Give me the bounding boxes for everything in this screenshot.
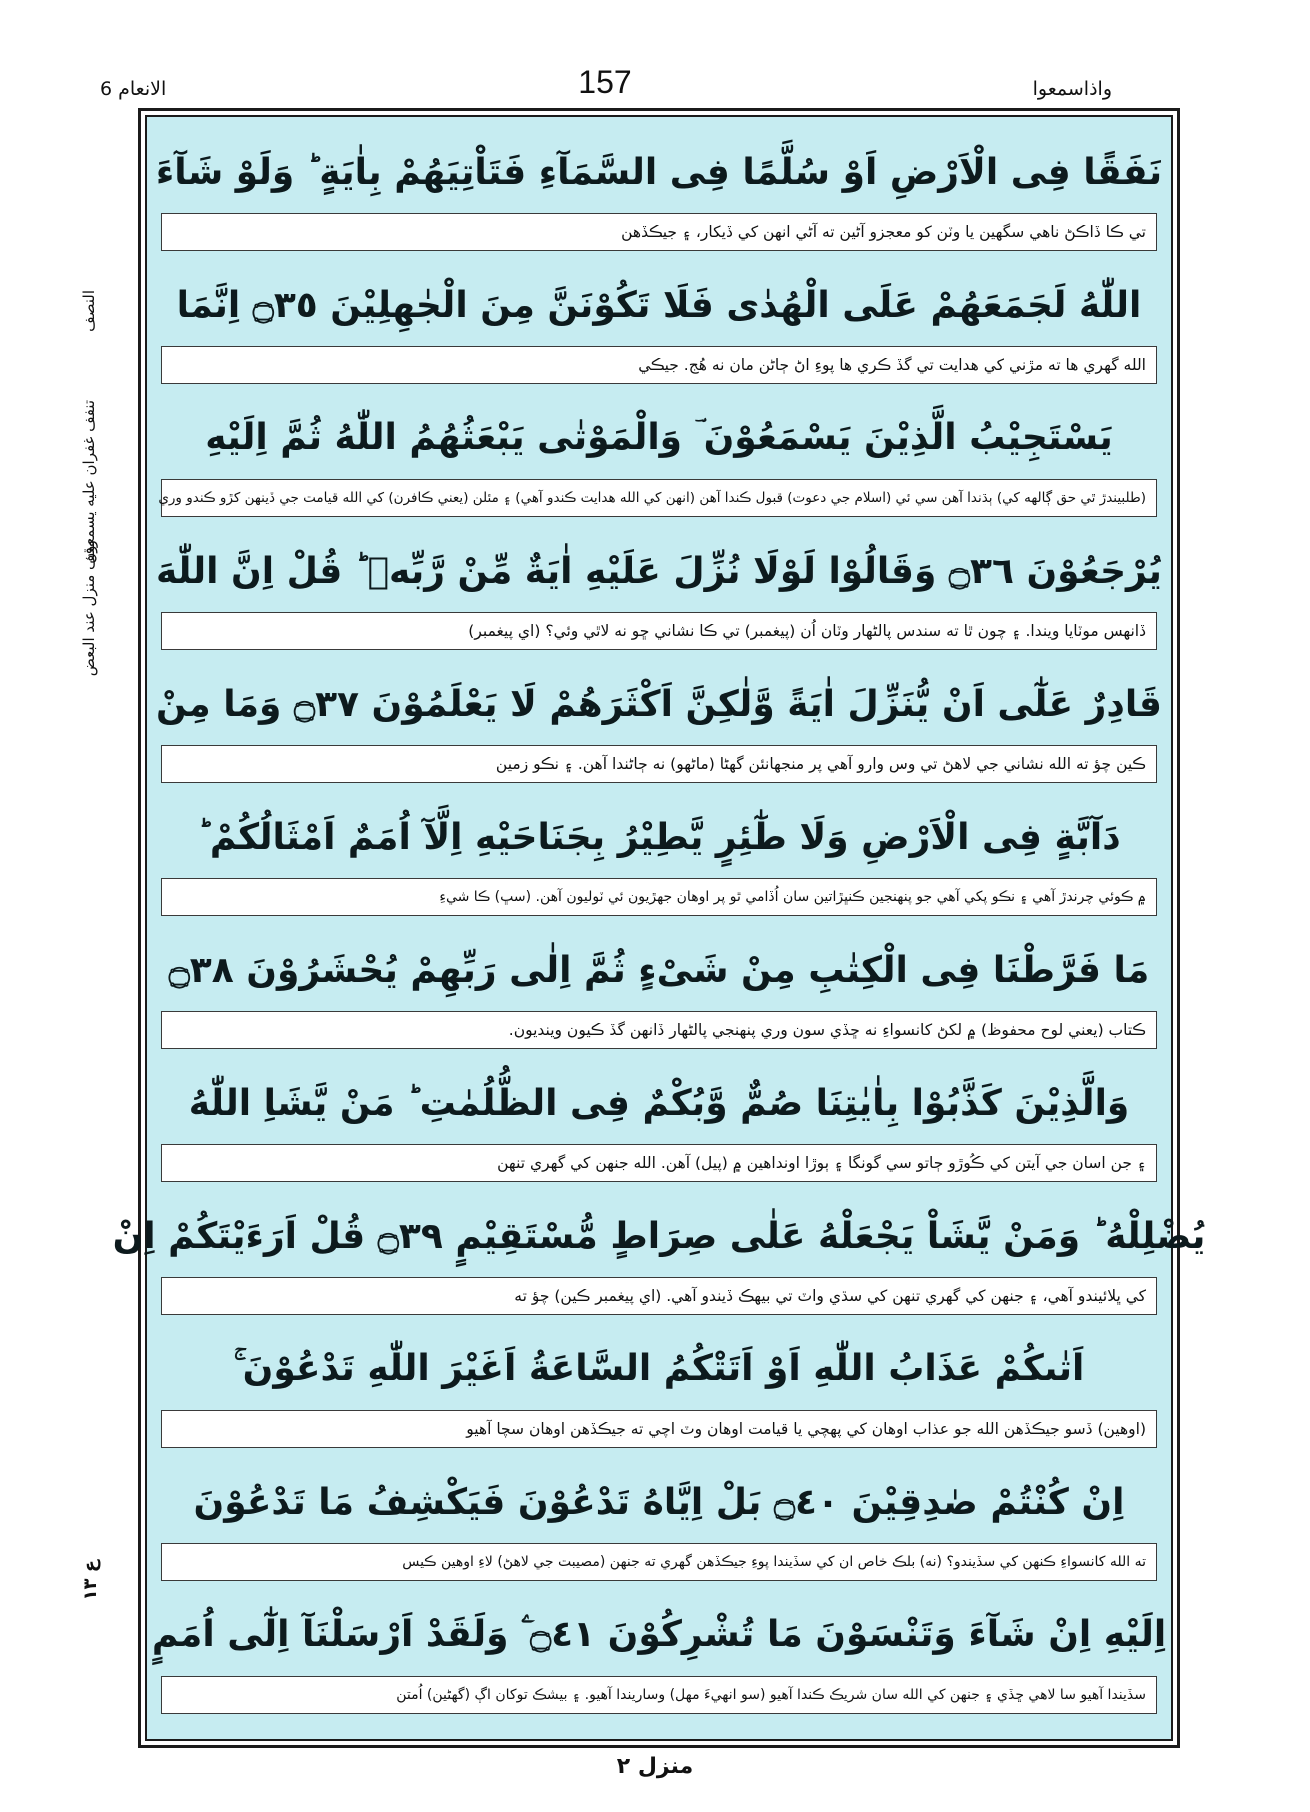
arabic-verse-line: اَتٰىكُمْ عَذَابُ اللّٰهِ اَوْ اَتَتْكُمُ السَّاعَةُ اَغَيْرَ اللّٰهِ تَدْعُوْنَ ۚ bbox=[233, 1348, 1085, 1389]
margin-note-half: النصف bbox=[80, 290, 98, 332]
sindhi-translation-line: تي ڪا ڏاڪڻ ناهي سگهين يا وٽن کو معجزو آڻين ته آڻي انهن کي ڏيکار، ۽ جيڪڏهن bbox=[161, 213, 1157, 251]
verse-block bbox=[112, 1195, 1206, 1328]
sindhi-translation-line: (اوهين) ڏسو جيڪڏهن الله جو عذاب اوهان کي پهچي يا قيامت اوهان وٽ اچي ته جيڪڏهن اوهان سچا آهيو bbox=[161, 1410, 1157, 1448]
sindhi-translation-line: ۾ ڪوئي چرندڙ آهي ۽ نڪو پکي آهي جو پنهنجين ڪنڀڙاتين سان اُڏامي ٿو پر اوهان جهڙيون ئي ٽوليون آهن. (سڀ) ڪا شيءِ bbox=[161, 878, 1157, 916]
sindhi-translation-line: کي ڀلائيندو آهي، ۽ جنهن کي گهري تنهن کي سڌي واٽ تي بيهڪ ڏيندو آهي. (اي پيغمبر ڪين) چؤ ته bbox=[161, 1277, 1157, 1315]
sindhi-translation-line: ته الله کانسواءِ ڪنهن کي سڏيندو؟ (نه) بلڪ خاص ان کي سڏيندا پوءِ جيڪڏهن گهري ته جنهن (مصيبت جي لاهڻ) لاءِ اوهين ڪيس bbox=[161, 1543, 1157, 1581]
arabic-verse-line: يَسْتَجِيْبُ الَّذِيْنَ يَسْمَعُوْنَ ؔ وَالْمَوْتٰى يَبْعَثُهُمُ اللّٰهُ ثُمَّ اِلَيْهِ bbox=[205, 417, 1113, 458]
arabic-verse-line: مَا فَرَّطْنَا فِى الْكِتٰبِ مِنْ شَىْءٍ ثُمَّ اِلٰى رَبِّهِمْ يُحْشَرُوْنَ ۝٣٨ bbox=[168, 949, 1150, 991]
surah-name: الانعام 6 bbox=[100, 78, 167, 100]
arabic-verse-line: اللّٰهُ لَجَمَعَهُمْ عَلَى الْهُدٰى فَلَا تَكُوْنَنَّ مِنَ الْجٰهِلِيْنَ ۝٣٥ اِنَّمَا bbox=[176, 284, 1142, 326]
page-frame bbox=[112, 108, 1206, 1748]
verse-block bbox=[161, 929, 1157, 1062]
verse-block bbox=[161, 1328, 1157, 1461]
verse-block bbox=[158, 397, 1157, 530]
verse-block bbox=[161, 796, 1157, 929]
arabic-verse-line: وَالَّذِيْنَ كَذَّبُوْا بِاٰيٰتِنَا صُمٌّ وَّبُكْمٌ فِى الظُّلُمٰتِ ؕ مَنْ يَّشَاِ اللّٰهُ bbox=[188, 1082, 1130, 1124]
text-panel bbox=[112, 115, 1206, 1741]
sindhi-translation-line: (طلبيندڙ ٿي حق ڳالهه کي) ٻڌندا آهن سي ئي (اسلام جي دعوت) قبول ڪندا آهن (انهن کي الله هدايت ڪندو آهي) ۽ مئلن (يعني ڪافرن) کي الله قيامت جي ڏينهن کڙو ڪندو وري bbox=[161, 479, 1157, 517]
verse-block bbox=[155, 131, 1163, 264]
sindhi-translation-line: سڏيندا آهيو سا لاهي ڇڏي ۽ جنهن کي الله سان شريڪ ڪندا آهيو (سو انهيءَ مهل) وساريندا آهيو. ۽ بيشڪ توکان اڳ (گهڻين) اُمتن bbox=[161, 1676, 1157, 1714]
verse-block bbox=[156, 530, 1162, 663]
margin-note-ruku: ع ١٣ bbox=[80, 1560, 101, 1601]
verse-block bbox=[161, 1461, 1157, 1594]
sindhi-translation-line: ڪين چؤ ته الله نشاني جي لاهڻ تي وس وارو آهي پر منجهانئن گهڻا (ماڻهو) نه ڄاڻندا آهن. ۽ نڪو زمين bbox=[161, 745, 1157, 783]
juz-name: واذاسمعوا bbox=[1032, 78, 1112, 100]
arabic-verse-line: نَفَقًا فِى الْاَرْضِ اَوْ سُلَّمًا فِى السَّمَآءِ فَتَاْتِيَهُمْ بِاٰيَةٍ ؕ وَلَوْ شَآءَ bbox=[155, 151, 1163, 193]
verse-block bbox=[156, 663, 1162, 796]
arabic-verse-line: قَادِرٌ عَلٰٓى اَنْ يُّنَزِّلَ اٰيَةً وَّلٰكِنَّ اَكْثَرَهُمْ لَا يَعْلَمُوْنَ ۝٣٧ وَمَا مِنْ bbox=[156, 683, 1162, 725]
arabic-verse-line: دَآبَّةٍ فِى الْاَرْضِ وَلَا طٰٓئِرٍ يَّطِيْرُ بِجَنَاحَيْهِ اِلَّآ اُمَمٌ اَمْثَالُكُمْ ؕ bbox=[197, 816, 1121, 858]
sindhi-translation-line: الله گهري ها ته مڙني کي هدايت تي گڏ ڪري ها پوءِ اڻ ڄاڻن مان نه هُج. جيڪي bbox=[161, 346, 1157, 384]
margin-note-manzil-stop: وقف منزل عند البعض bbox=[80, 540, 98, 677]
sindhi-translation-line: ڏانهس موٽايا ويندا. ۽ چون ٿا ته سندس پالڻهار وٽان اُن (پيغمبر) تي ڪا نشاني ڇو نه لاٿي وئي؟ (اي پيغمبر) bbox=[161, 612, 1157, 650]
manzil-footer: منزل ٢ bbox=[616, 1754, 694, 1779]
arabic-verse-line: اِنْ كُنْتُمْ صٰدِقِيْنَ ۝٤٠ بَلْ اِيَّاهُ تَدْعُوْنَ فَيَكْشِفُ مَا تَدْعُوْنَ bbox=[193, 1481, 1125, 1523]
sindhi-translation-line: ۽ جن اسان جي آيتن کي ڪُوڙو ڄاتو سي گونگا ۽ ٻوڙا اونداهين ۾ (پيل) آهن. الله جنهن کي گهري تنهن bbox=[161, 1144, 1157, 1182]
verse-block bbox=[161, 264, 1157, 397]
arabic-verse-line: اِلَيْهِ اِنْ شَآءَ وَتَنْسَوْنَ مَا تُشْرِكُوْنَ ۝٤١ ۧ وَلَقَدْ اَرْسَلْنَآ اِلٰٓى اُمَمٍ bbox=[151, 1614, 1167, 1655]
page-header bbox=[90, 64, 1120, 112]
sindhi-translation-line: ڪتاب (يعني لوح محفوظ) ۾ لکڻ کانسواءِ نه ڇڏي سون وري پنهنجي پالڻهار ڏانهن گڏ ڪيون وينديون. bbox=[161, 1011, 1157, 1049]
arabic-verse-line: يُضْلِلْهُ ؕ وَمَنْ يَّشَاْ يَجْعَلْهُ عَلٰى صِرَاطٍ مُّسْتَقِيْمٍ ۝٣٩ قُلْ اَرَءَيْتَكُمْ اِنْ bbox=[112, 1215, 1206, 1257]
verse-block bbox=[161, 1062, 1157, 1195]
margin-note-pause: تنفف غفران عليه يسمعون bbox=[80, 400, 98, 564]
page-number: 157 bbox=[578, 64, 632, 100]
verse-block bbox=[151, 1594, 1167, 1727]
arabic-verse-line: يُرْجَعُوْنَ ۝٣٦ وَقَالُوْا لَوْلَا نُزِّلَ عَلَيْهِ اٰيَةٌ مِّنْ رَّبِّهٖ ؕ قُلْ اِنَّ اللّٰهَ bbox=[156, 550, 1162, 592]
